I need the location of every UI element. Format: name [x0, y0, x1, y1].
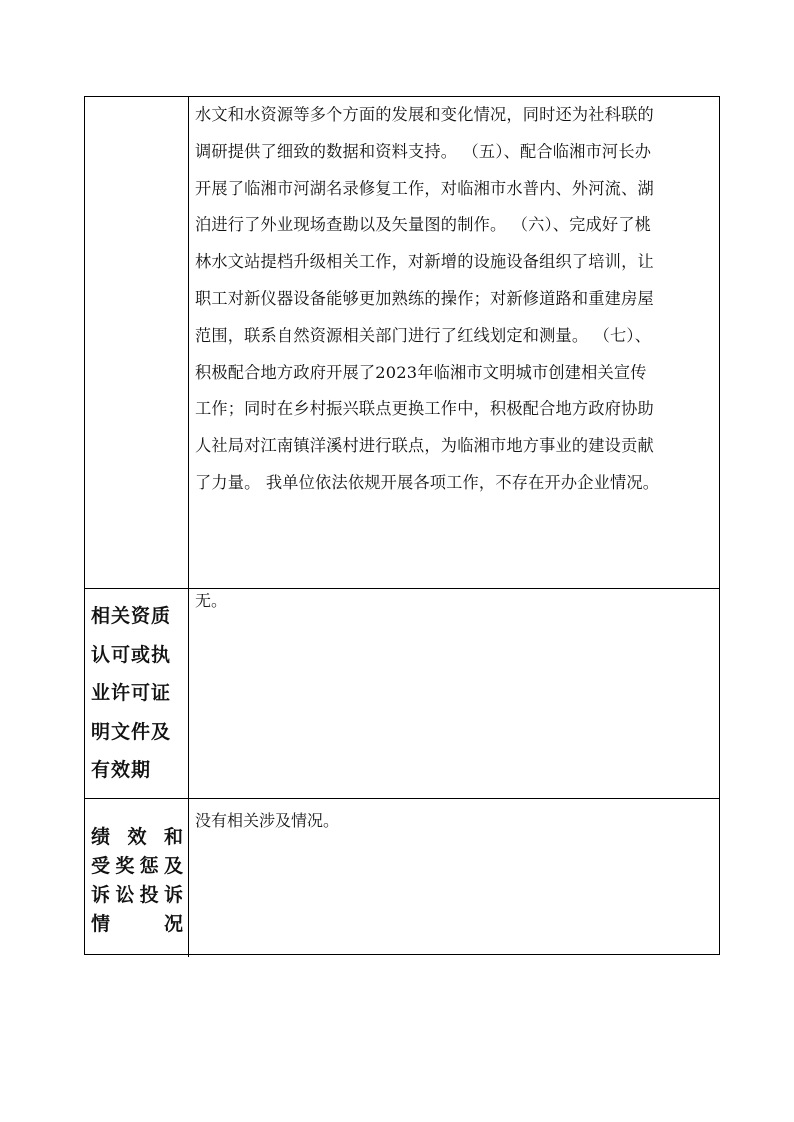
text-line: 林水文站提档升级相关工作，对新增的设施设备组织了培训，让: [195, 252, 654, 272]
text-line: 开展了临湘市河湖名录修复工作，对临湘市水普内、外河流、湖: [195, 178, 654, 198]
qualification-row: [85, 588, 719, 799]
text-line: 职工对新仪器设备能够更加熟练的操作；对新修道路和重建房屋: [195, 288, 654, 308]
text-line: 水文和水资源等多个方面的发展和变化情况，同时还为社科联的: [195, 105, 654, 124]
label-line: 业许可证: [91, 682, 172, 704]
label-line: 有效期: [91, 759, 152, 781]
qualification-value: 无。: [195, 591, 228, 610]
activities-row: [85, 97, 719, 588]
activities-content: [195, 97, 713, 502]
report-table: [84, 96, 720, 955]
label-line: 认可或执: [91, 643, 172, 666]
text-line: 泊进行了外业现场查勘以及矢量图的制作。 （六）、完成好了桃: [195, 215, 652, 235]
text-line: 了力量。 我单位依法依规开展各项工作，不存在开办企业情况。: [195, 472, 660, 492]
performance-label: [91, 823, 183, 939]
text-line: 工作；同时在乡村振兴联点更换工作中，积极配合地方政府协助: [195, 399, 654, 419]
label-line: 明文件及: [91, 720, 172, 743]
text-line: 调研提供了细致的数据和资料支持。 （五）、配合临湘市河长办: [195, 141, 652, 161]
label-line: 相关资质: [91, 605, 172, 627]
label-line: 受 奖 惩 及: [91, 855, 183, 877]
text-line: 范围，联系自然资源相关部门进行了红线划定和测量。 （七）、: [195, 325, 652, 345]
performance-row: [85, 798, 719, 957]
performance-value: 没有相关涉及情况。: [195, 811, 340, 830]
label-line: 诉 讼 投 诉: [91, 884, 183, 906]
text-line: 人社局对江南镇洋溪村进行联点，为临湘市地方事业的建设贡献: [195, 436, 654, 456]
label-line: 绩 效 和: [91, 826, 183, 848]
qualification-label: [91, 597, 183, 790]
text-line: 积极配合地方政府开展了2023年临湘市文明城市创建相关宣传: [195, 362, 647, 382]
label-line: 情 况: [91, 913, 183, 935]
